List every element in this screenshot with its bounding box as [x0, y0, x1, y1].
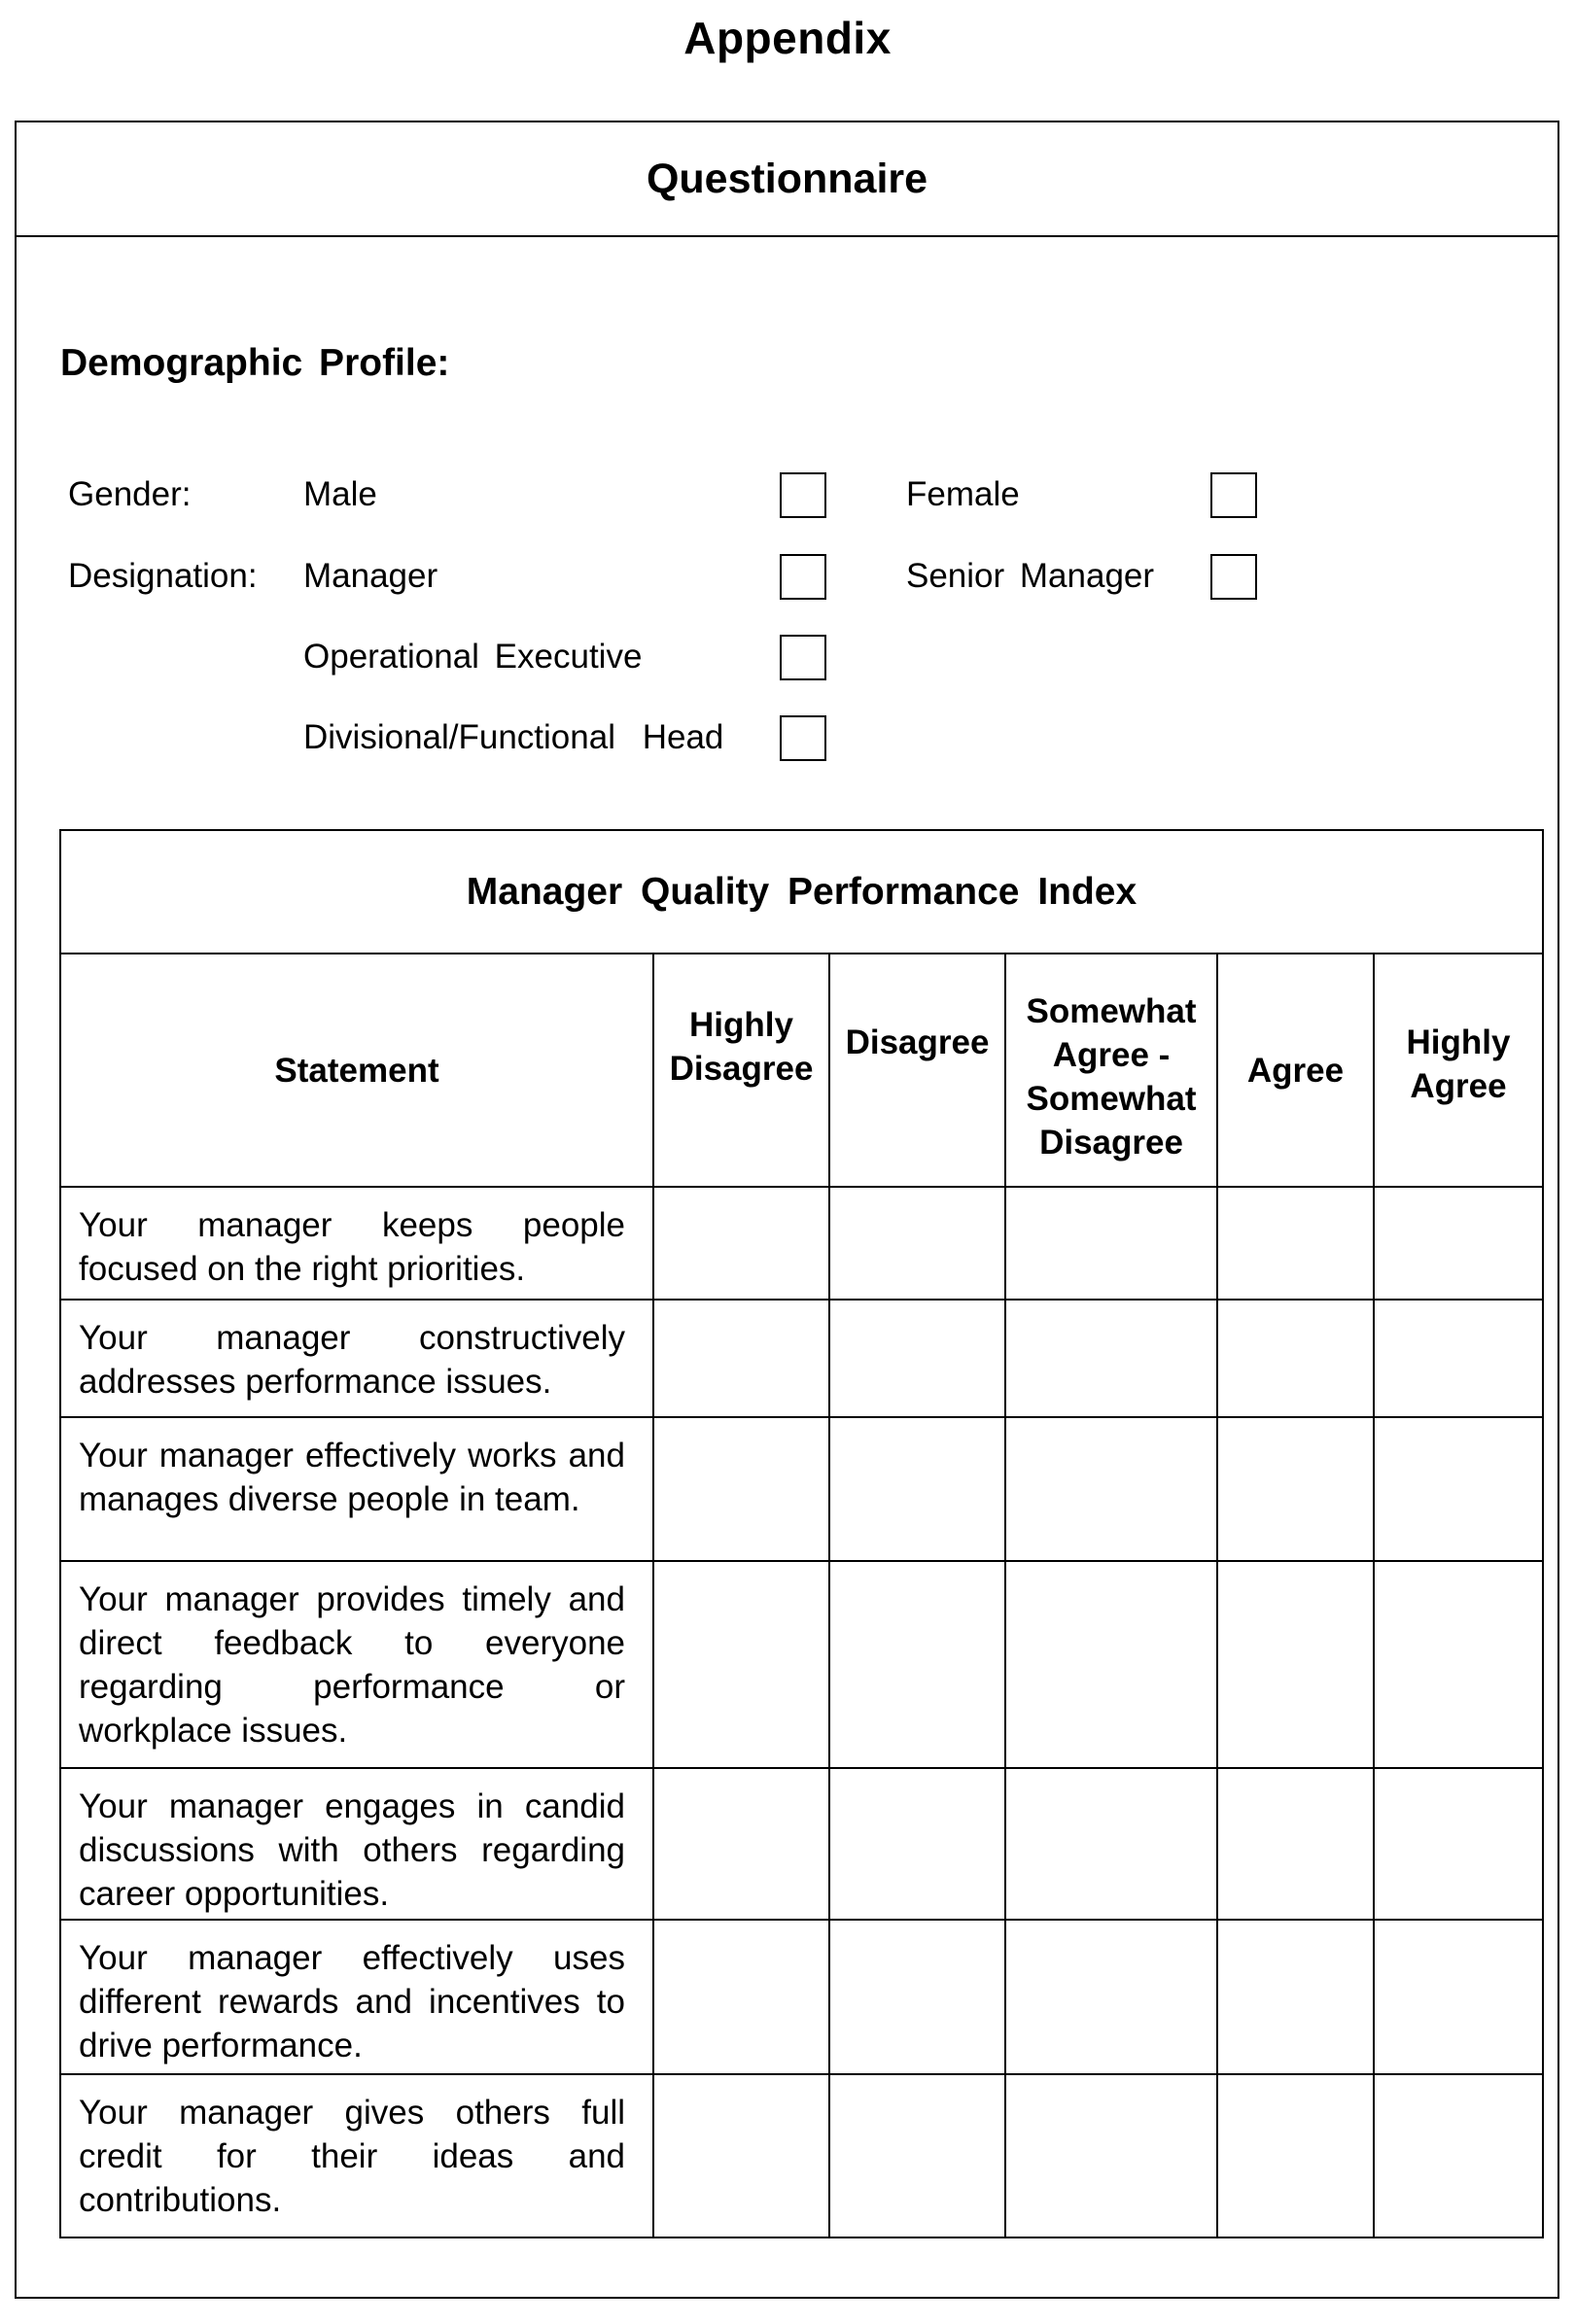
response-cell-agree[interactable]	[1216, 1921, 1373, 2073]
response-cell-highly-disagree[interactable]	[652, 1562, 828, 1767]
response-cell-disagree[interactable]	[828, 1418, 1004, 1560]
response-cell-highly-agree[interactable]	[1373, 1188, 1542, 1299]
statement-cell: Your manager engages in candid discussions with others regarding career opportunities.	[79, 1787, 625, 1913]
checkbox-manager[interactable]	[780, 554, 826, 600]
response-cell-somewhat[interactable]	[1004, 2075, 1216, 2238]
column-header-label: Agree	[1246, 1051, 1345, 1090]
response-cell-disagree[interactable]	[828, 1921, 1004, 2073]
option-male-label: Male	[303, 475, 377, 513]
table-row	[61, 1769, 1542, 1921]
response-cell-highly-disagree[interactable]	[652, 1301, 828, 1416]
response-cell-agree[interactable]	[1216, 1301, 1373, 1416]
statement-cell: Your manager effectively works and manages diverse people in team.	[79, 1437, 625, 1518]
response-cell-disagree[interactable]	[828, 1562, 1004, 1767]
column-header-disagree	[828, 954, 1004, 1186]
table-row	[61, 1301, 1542, 1418]
questionnaire-title: Questionnaire	[17, 122, 1558, 237]
response-cell-disagree[interactable]	[828, 2075, 1004, 2238]
response-cell-highly-disagree[interactable]	[652, 1921, 828, 2073]
gender-label: Gender:	[68, 475, 192, 513]
table-row	[61, 1921, 1542, 2075]
response-cell-highly-agree[interactable]	[1373, 1562, 1542, 1767]
column-header-label: Highly Disagree	[669, 1006, 814, 1088]
option-divisional-head-label: Divisional/Functional Head	[303, 718, 724, 756]
response-cell-agree[interactable]	[1216, 1418, 1373, 1560]
response-cell-highly-disagree[interactable]	[652, 1418, 828, 1560]
checkbox-senior-manager[interactable]	[1210, 554, 1257, 600]
response-cell-disagree[interactable]	[828, 1301, 1004, 1416]
page-heading: Appendix	[683, 13, 892, 63]
response-cell-somewhat[interactable]	[1004, 1188, 1216, 1299]
statement-cell: Your manager keeps people focused on the right priorities.	[79, 1206, 625, 1288]
checkbox-female[interactable]	[1210, 472, 1257, 518]
column-header-label: Somewhat Agree - Somewhat Disagree	[1026, 992, 1197, 1162]
header-row	[61, 954, 1542, 1188]
column-header-statement	[61, 954, 652, 1186]
table-row	[61, 1562, 1542, 1769]
response-cell-highly-disagree[interactable]	[652, 2075, 828, 2238]
option-manager-label: Manager	[303, 557, 438, 595]
response-cell-highly-disagree[interactable]	[652, 1188, 828, 1299]
response-cell-somewhat[interactable]	[1004, 1418, 1216, 1560]
response-cell-highly-agree[interactable]	[1373, 1418, 1542, 1560]
column-header-agree	[1216, 954, 1373, 1186]
performance-index-table	[59, 829, 1544, 2238]
checkbox-male[interactable]	[780, 472, 826, 518]
statement-cell: Your manager gives others full credit for their ideas and contributions.	[79, 2094, 625, 2219]
response-cell-highly-agree[interactable]	[1373, 1301, 1542, 1416]
response-cell-somewhat[interactable]	[1004, 1769, 1216, 1919]
column-header-label: Highly Agree	[1406, 1023, 1511, 1105]
column-header-highly-disagree	[652, 954, 828, 1186]
response-cell-disagree[interactable]	[828, 1769, 1004, 1919]
response-cell-somewhat[interactable]	[1004, 1921, 1216, 2073]
response-cell-highly-disagree[interactable]	[652, 1769, 828, 1919]
response-cell-disagree[interactable]	[828, 1188, 1004, 1299]
table-row	[61, 1188, 1542, 1301]
response-cell-agree[interactable]	[1216, 2075, 1373, 2238]
statement-cell: Your manager provides timely and direct feedback to everyone regarding performance or workplace issues.	[79, 1580, 625, 1750]
checkbox-operational-executive[interactable]	[780, 635, 826, 680]
performance-index-title: Manager Quality Performance Index	[61, 831, 1542, 954]
table-row	[61, 2075, 1542, 2238]
column-header-somewhat	[1004, 954, 1216, 1186]
response-cell-agree[interactable]	[1216, 1562, 1373, 1767]
option-senior-manager-label: Senior Manager	[906, 557, 1155, 595]
checkbox-divisional-head[interactable]	[780, 715, 826, 761]
response-cell-agree[interactable]	[1216, 1769, 1373, 1919]
response-cell-highly-agree[interactable]	[1373, 1921, 1542, 2073]
column-header-label: Disagree	[845, 1023, 990, 1061]
column-header-highly-agree	[1373, 954, 1542, 1186]
response-cell-agree[interactable]	[1216, 1188, 1373, 1299]
statement-cell: Your manager constructively addresses performance issues.	[79, 1319, 625, 1401]
table-row	[61, 1418, 1542, 1562]
designation-label: Designation:	[68, 557, 258, 595]
option-female-label: Female	[906, 475, 1020, 513]
response-cell-highly-agree[interactable]	[1373, 1769, 1542, 1919]
response-cell-somewhat[interactable]	[1004, 1562, 1216, 1767]
option-operational-executive-label: Operational Executive	[303, 638, 643, 676]
statement-cell: Your manager effectively uses different rewards and incentives to drive performance.	[79, 1939, 625, 2064]
response-cell-highly-agree[interactable]	[1373, 2075, 1542, 2238]
column-header-label: Statement	[274, 1051, 439, 1090]
demographic-profile-title: Demographic Profile:	[60, 342, 450, 384]
response-cell-somewhat[interactable]	[1004, 1301, 1216, 1416]
